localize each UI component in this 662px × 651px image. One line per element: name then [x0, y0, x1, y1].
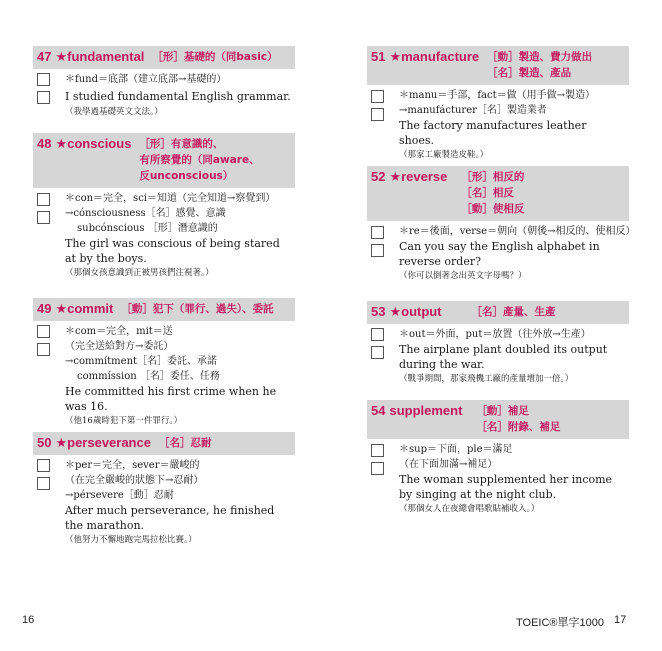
etymology: （完全送給對方→委託）: [65, 341, 174, 352]
entry-word: ★perseverance: [55, 435, 151, 450]
translation: （他努力不懈地跑完馬拉松比賽。）: [65, 535, 197, 545]
checkbox[interactable]: [371, 462, 384, 475]
pos-line: ［形］相反的: [461, 171, 525, 183]
entry-number: 50: [37, 435, 52, 450]
example-sentence: The airplane plant doubled its output during the war.: [399, 343, 608, 371]
derivative: subcónscious ［形］潛意識的: [77, 223, 218, 234]
entry-pos: [487, 49, 592, 81]
example-sentence: I studied fundamental English grammar.: [65, 90, 291, 103]
entry-pos: [152, 49, 277, 65]
entry-body: [33, 69, 333, 119]
checkbox[interactable]: [371, 328, 384, 341]
checkbox[interactable]: [37, 91, 50, 104]
entry-number: 54: [371, 403, 386, 418]
entry-pos: [476, 403, 560, 435]
checkbox[interactable]: [37, 211, 50, 224]
checkbox[interactable]: [371, 226, 384, 239]
book-title: TOEIC®單字1000: [516, 617, 604, 629]
derivative: →commítment［名］委託、承諾: [65, 356, 218, 367]
etymology: ＊out＝外面，put＝放置（往外放→生產）: [399, 329, 591, 340]
entry-body: [367, 221, 662, 283]
translation: （那個女孩意識到正被男孩們注視著。）: [65, 268, 214, 278]
entry-body: [367, 439, 662, 516]
derivative: →manufácturer［名］製造業者: [399, 105, 547, 116]
derivative: →cónsciousness［名］感覺、意識: [65, 208, 226, 219]
entry-number: 51: [371, 49, 386, 64]
checkbox[interactable]: [37, 193, 50, 206]
entry-number: 48: [37, 136, 52, 151]
entry-output: [367, 301, 662, 386]
pos-line: ［形］有意識的、: [139, 138, 224, 150]
etymology: ＊manu＝手部，fact＝做（用手做→製造）: [399, 90, 595, 101]
pos-line: ［名］忍耐: [158, 437, 212, 449]
entry-word: ★fundamental: [55, 49, 145, 64]
checkbox[interactable]: [37, 73, 50, 86]
entry-header: [367, 301, 629, 324]
right-page-number: 17: [614, 614, 627, 626]
entry-conscious: [33, 133, 333, 280]
checkbox[interactable]: [371, 108, 384, 121]
derivative: →pérsevere［動］忍耐: [65, 490, 174, 501]
entry-word: ★conscious: [55, 136, 132, 151]
translation: （他16歲時犯下第一件罪行。）: [65, 416, 183, 426]
entry-number: 52: [371, 169, 386, 184]
pos-line: ［名］相反: [461, 187, 514, 199]
checkbox[interactable]: [37, 477, 50, 490]
checkbox[interactable]: [371, 90, 384, 103]
pos-line: 有所察覺的（同aware、: [139, 154, 260, 166]
entry-word: ★commit: [55, 301, 114, 316]
entry-number: 49: [37, 301, 52, 316]
entry-reverse: [367, 166, 662, 283]
translation: （你可以倒著念出英文字母嗎？）: [399, 271, 527, 281]
entry-pos: [159, 435, 212, 451]
pos-line: ［動］製造、費力做出: [487, 51, 593, 63]
entry-word: ★manufacture: [389, 49, 480, 64]
example-sentence: The factory manufactures leather shoes.: [399, 119, 587, 147]
entry-number: 53: [371, 304, 386, 319]
entry-pos: [139, 136, 259, 184]
pos-line: ［動］犯下（罪行、過失）、委託: [121, 303, 274, 315]
entry-supplement: [367, 400, 662, 516]
checkbox[interactable]: [37, 459, 50, 472]
pos-line: ［形］基礎的（同basic）: [152, 51, 278, 63]
entry-pos: [472, 304, 556, 320]
entry-header: [367, 166, 629, 221]
entry-number: 47: [37, 49, 52, 64]
entry-manufacture: [367, 46, 662, 162]
pos-line: ［動］使相反: [461, 203, 525, 215]
translation: （我學過基礎英文文法。）: [65, 107, 163, 117]
etymology: ＊per＝完全，sever＝嚴峻的: [65, 460, 200, 471]
checkbox[interactable]: [37, 325, 50, 338]
entry-body: [33, 321, 333, 428]
pos-line: 反unconscious）: [139, 170, 234, 182]
entry-word: supplement: [389, 403, 463, 418]
etymology: ＊con＝完全，sci＝知道（完全知道→察覺到）: [65, 193, 276, 204]
checkbox[interactable]: [371, 244, 384, 257]
checkbox[interactable]: [37, 343, 50, 356]
example-sentence: The girl was conscious of being stared at by the boys.: [65, 237, 280, 265]
entry-body: [33, 188, 333, 280]
checkbox[interactable]: [371, 444, 384, 457]
entry-commit: [33, 298, 333, 428]
pos-line: ［名］產量、生產: [471, 306, 556, 318]
example-sentence: Can you say the English alphabet in reverse order?: [399, 240, 600, 268]
entry-header: [367, 400, 629, 439]
entry-perseverance: [33, 432, 333, 547]
entry-body: [33, 455, 333, 547]
entry-header: [33, 46, 295, 69]
etymology: （在下面加滿→補足）: [399, 459, 498, 470]
pos-line: ［動］補足: [476, 405, 529, 417]
derivative: commíssion ［名］委任、任務: [77, 371, 220, 382]
etymology: ＊sup＝下面，ple＝滿足: [399, 444, 513, 455]
translation: （那個女人在夜總會唱歌貼補收入。）: [399, 504, 540, 514]
entry-header: [367, 46, 629, 85]
entry-word: ★output: [389, 304, 442, 319]
entry-header: [33, 298, 295, 321]
example-sentence: After much perseverance, he finished the marathon.: [65, 504, 275, 532]
entry-pos: [121, 301, 273, 317]
pos-line: ［名］製造、產品: [487, 67, 572, 79]
entry-fundamental: [33, 46, 333, 119]
entry-header: [33, 432, 295, 455]
entry-body: [367, 85, 662, 162]
etymology: ＊re＝後面，verse＝朝向（朝後→相反的、使相反）: [399, 226, 636, 237]
entry-body: [367, 324, 662, 386]
pos-line: ［名］附錄、補足: [476, 421, 561, 433]
etymology: ＊fund＝底部（建立底部→基礎的）: [65, 74, 227, 85]
etymology: ＊com＝完全，mit＝送: [65, 326, 173, 337]
checkbox[interactable]: [371, 346, 384, 359]
example-sentence: The woman supplemented her income by singing at the night club.: [399, 473, 613, 501]
entry-pos: [461, 169, 524, 217]
etymology: （在完全嚴峻的狀態下→忍耐）: [65, 475, 204, 486]
translation: （戰爭期間，那家飛機工廠的產量增加一倍。）: [399, 374, 574, 384]
translation: （那家工廠製造皮鞋。）: [399, 150, 489, 160]
left-page-number: 16: [22, 614, 35, 626]
example-sentence: He committed his first crime when he was 16.: [65, 385, 277, 413]
entry-word: ★reverse: [389, 169, 448, 184]
entry-header: [33, 133, 295, 188]
